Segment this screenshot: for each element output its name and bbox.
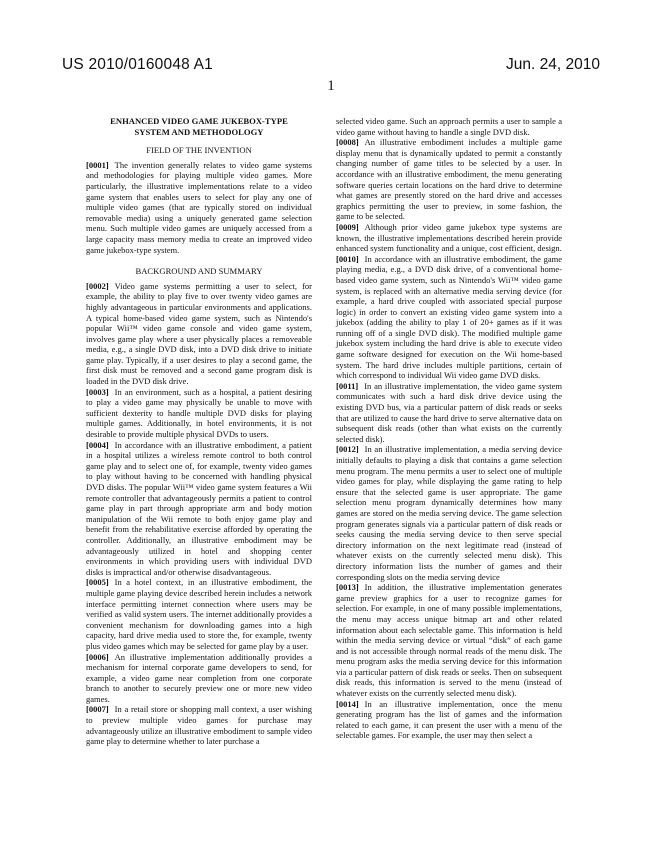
- paragraph-0014: [336, 699, 562, 741]
- paragraph-text: In an environment, such as a hospital, a patient desiring to play a video game may physically be unable to move with sufficient dexterity to handle multiple DVD disks for playing multiple games. Additionally, in hotel environments, it is not desirable to provide multiple physical DVDs to users.: [86, 386, 312, 440]
- paragraph-0003: [86, 387, 312, 440]
- paragraph-number: [0003]: [86, 386, 109, 397]
- paragraph-0008: [336, 137, 562, 222]
- paragraph-text: In an illustrative implementation, the video game system communicates with such a hard disk drive device using the existing DVD bus, via a particular pattern of disk reads or seeks that are utilized to cause the hard drive to serve alternative data on subsequent disk reads (other than what exists on the currently selected disk).: [336, 380, 562, 444]
- paragraph-text: In a retail store or shopping mall context, a user wishing to preview multiple video games for purchase may advantageously utilize an illustrative embodiment to sample video game play to determine whether to later purchase a: [86, 704, 312, 747]
- paragraph-0013: [336, 582, 562, 699]
- paragraph-text: An illustrative embodiment includes a multiple game display menu that is dynamically updated to permit a constantly changing number of game titles to be selected by a user. In accordance with an illustrative embodiment, the menu generating software queries certain locations on the hard drive to determine what games are presently stored on the hard drive and accesses graphics permitting the user to preview, in some fashion, the game to be selected.: [336, 137, 562, 222]
- paragraph-text: In a hotel context, in an illustrative embodiment, the multiple game playing device described herein includes a network interface permitting internet connection where users may be verified as valid system users. The internet additionally provides a convenient mechanism for downloading games into a high capacity, hard drive media used to store the, for example, twenty plus video games which may be selected for game play by a user.: [86, 577, 312, 651]
- paragraph-text: In addition, the illustrative implementation generates game preview graphics for a user to recognize games for selection. For example, in one of many possible implementations, the menu may access unique bitmap art and other related information about each selectable game. This information is held within the media serving device or virtual “disk” of each game and is not accessible through normal reads of the menu disk. The menu program asks the media serving device for this information via a particular pattern of disk reads or seeks. Then on subsequent disk reads, this information is served to the menu (instead of whatever exists on the currently selected menu disk).: [336, 582, 562, 699]
- paragraph-number: [0004]: [86, 439, 109, 450]
- page-number: 1: [327, 78, 335, 94]
- paragraph-0002: [86, 281, 312, 387]
- paragraph-number: [0008]: [336, 137, 359, 148]
- paragraph-number: [0007]: [86, 704, 109, 715]
- publication-date: Jun. 24, 2010: [506, 56, 600, 73]
- paragraph-text: In accordance with an illustrative embodiment, a patient in a hospital utilizes a wireless remote control to both control game play and to select one of, for example, twenty video games to play without having to be concerned with handling physical DVD disks. The popular Wii™ video game system features a Wii remote controller that advantageously permits a patient to control game play in part through appropriate arm and body motion manipulation of the Wii remote to both enjoy game play and benefit from the rehabilitative exercise afforded by operating the controller. Additionally, an illustrative embodiment may be advantageously utilized in hotel and shopping center environments in which providing users with individual DVD disks is impractical and/or otherwise disadvantageous.: [86, 439, 312, 577]
- publication-number: US 2010/0160048 A1: [62, 56, 213, 73]
- paragraph-0007-continued: [336, 116, 562, 137]
- paragraph-number: [0014]: [336, 698, 359, 709]
- paragraph-0010: [336, 254, 562, 381]
- paragraph-number: [0005]: [86, 577, 109, 588]
- title-line-2: SYSTEM AND METHODOLOGY: [134, 126, 264, 137]
- paragraph-number: [0006]: [86, 651, 109, 662]
- left-column: [86, 116, 312, 747]
- paragraph-text: In accordance with an illustrative embodiment, the game playing media, e.g., a DVD disk drive, of a conventional home-based video game system, such as Nintendo's Wii™ video game system, is replaced with an alternative media serving device (for example, a hard drive coupled with associated special purpose logic) in order to convert an existing video game system into a jukebox (adding the ability to play 1 of 20+ games as if it was running off of a single DVD disk). The modified multiple game jukebox system including the hard drive is able to execute video game software designed for execution on the Wii home-based system. The hard drive includes multiple partitions, certain of which correspond to individual Wii video game DVD disks.: [336, 253, 562, 381]
- paragraph-text: In an illustrative implementation, once the menu generating program has the list of games and the information related to each game, it can present the user with a menu of the selectable games. For example, the user may then select a: [336, 698, 562, 741]
- paragraph-text: Video game systems permitting a user to select, for example, the ability to play five to over twenty video games are highly advantageous in particular environments and applications. A typical home-based video game system, such as Nintendo's popular Wii™ video game console and video game system, involves game play where a user physically places a removeable media, e.g., a single DVD disk, into a DVD disk drive to initiate game play. Typically, if a user desires to play a second game, the first disk must be removed and a second game program disk is loaded in the DVD disk drive.: [86, 280, 312, 387]
- paragraph-0012: [336, 444, 562, 582]
- paragraph-0009: [336, 222, 562, 254]
- document-title: [86, 116, 312, 137]
- paragraph-number: [0011]: [336, 380, 359, 391]
- paragraph-number: [0012]: [336, 444, 359, 455]
- paragraph-text: An illustrative implementation additionally provides a mechanism for internal corporate game developers to send, for example, a video game near completion from one corporate branch to another to securely preview one or more new video games.: [86, 651, 312, 704]
- paragraph-number: [0010]: [336, 253, 359, 264]
- paragraph-number: [0009]: [336, 221, 359, 232]
- paragraph-number: [0002]: [86, 280, 109, 291]
- paragraph-0011: [336, 381, 562, 445]
- heading-background-summary: BACKGROUND AND SUMMARY: [135, 266, 263, 277]
- paragraph-0005: [86, 577, 312, 651]
- paragraph-text: Although prior video game jukebox type systems are known, the illustrative implementations described herein provide enhanced system functionality and a unique, cost efficient, design.: [336, 221, 562, 254]
- paragraph-0006: [86, 652, 312, 705]
- paragraph-text: In an illustrative implementation, a media serving device initially defaults to playing a disk that contains a game selection menu program. The menu permits a user to select one of multiple video games for play, while displaying the game rating to help ensure that the selected game is user appropriate. The game selection menu program dynamically determines how many games are stored on the media serving device. The game selection program generates signals via a particular pattern of disk reads or seeks causing the media serving device to then serve special directory information on the next legitimate read (instead of whatever exists on the currently selected menu disk). This directory information lists the number of games and their corresponding slots on the media serving device: [336, 444, 562, 582]
- paragraph-0007: [86, 704, 312, 746]
- heading-field-of-invention: FIELD OF THE INVENTION: [146, 145, 252, 156]
- paragraph-0004: [86, 440, 312, 578]
- paragraph-number: [0001]: [86, 159, 109, 170]
- paragraph-text: The invention generally relates to video game systems and methodologies for playing multiple video games. More particularly, the illustrative implementations relate to a video game system that enables users to select for play any one of multiple video games (that are typically stored on individual removable media) using a uniquely generated game selection menu. Such multiple video games are uniquely accessed from a large capacity mass memory media to create an improved video game jukebox-type system.: [86, 159, 312, 255]
- title-line-1: ENHANCED VIDEO GAME JUKEBOX-TYPE: [110, 116, 288, 126]
- paragraph-text: selected video game. Such an approach permits a user to sample a video game without having to handle a single DVD disk.: [336, 116, 562, 137]
- right-column: [336, 116, 562, 741]
- paragraph-number: [0013]: [336, 582, 359, 593]
- paragraph-0001: [86, 160, 312, 255]
